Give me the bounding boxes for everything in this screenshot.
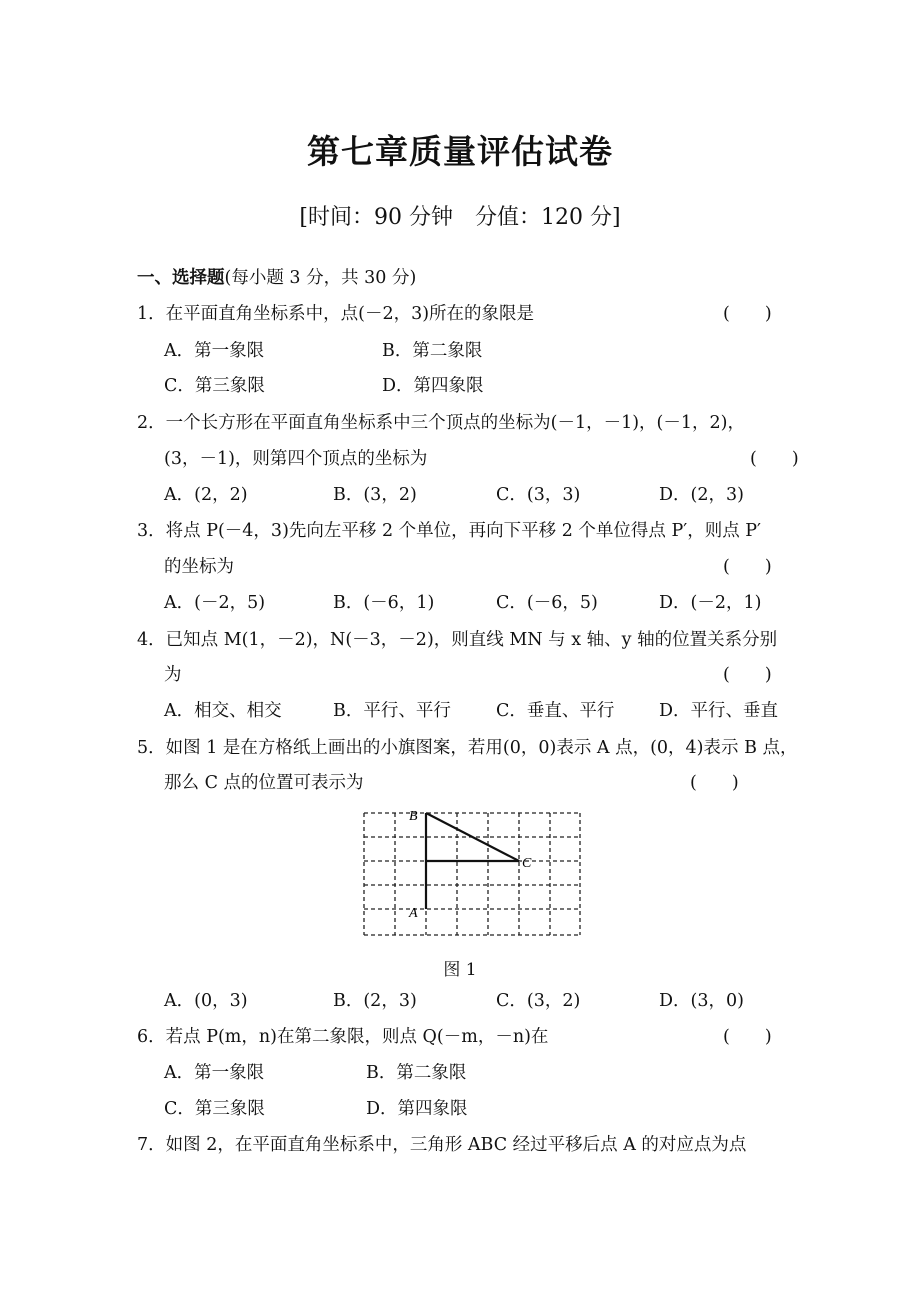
label-b: B <box>409 809 418 824</box>
q6-option-a[interactable]: A．第一象限 <box>164 1063 265 1083</box>
q5-option-d[interactable]: D．(3，0) <box>659 991 744 1011</box>
answer-blank-1[interactable]: ( ) <box>723 304 772 324</box>
answer-blank-3[interactable]: ( ) <box>723 557 772 577</box>
page-title: 第七章质量评估试卷 <box>307 132 613 171</box>
figure-caption: 图 1 <box>443 960 477 980</box>
q2-option-a[interactable]: A．(2，2) <box>164 485 248 505</box>
q4-option-d[interactable]: D．平行、垂直 <box>659 701 779 721</box>
q1-option-d[interactable]: D．第四象限 <box>382 376 484 396</box>
grid-lines <box>364 813 580 935</box>
q2-option-d[interactable]: D．(2，3) <box>659 485 744 505</box>
question-2-text: 2．一个长方形在平面直角坐标系中三个顶点的坐标为(－1，－1)，(－1，2)， <box>137 413 745 433</box>
exam-info: [时间：90 分钟 分值：120 分] <box>299 205 621 230</box>
section-note: (每小题 3 分，共 30 分) <box>224 268 417 288</box>
label-c: C <box>522 856 532 871</box>
section-heading <box>137 266 416 290</box>
q3-option-d[interactable]: D．(－2，1) <box>659 593 762 613</box>
q3-option-b[interactable]: B．(－6，1) <box>333 593 435 613</box>
q3-option-c[interactable]: C．(－6，5) <box>496 593 598 613</box>
q4-option-c[interactable]: C．垂直、平行 <box>496 701 615 721</box>
question-6-text: 6．若点 P(m，n)在第二象限，则点 Q(－m，－n)在 <box>137 1027 549 1047</box>
answer-blank-5[interactable]: ( ) <box>690 773 739 793</box>
answer-blank-4[interactable]: ( ) <box>723 665 772 685</box>
q5-option-b[interactable]: B．(2，3) <box>333 991 417 1011</box>
section-head: 一、选择题 <box>137 268 225 288</box>
q2-option-c[interactable]: C．(3，3) <box>496 485 581 505</box>
question-4-text: 4．已知点 M(1，－2)，N(－3，－2)，则直线 MN 与 x 轴、y 轴的位置关系分别 <box>137 630 778 650</box>
flag-shape <box>426 813 519 909</box>
question-5-text: 5．如图 1 是在方格纸上画出的小旗图案，若用(0，0)表示 A 点，(0，4)表示 B 点， <box>137 738 798 758</box>
label-a: A <box>409 906 418 921</box>
question-5-text-cont: 那么 C 点的位置可表示为 <box>164 773 364 793</box>
q4-option-b[interactable]: B．平行、平行 <box>333 701 451 721</box>
q1-option-b[interactable]: B．第二象限 <box>382 341 483 361</box>
q4-option-a[interactable]: A．相交、相交 <box>164 701 282 721</box>
q1-option-a[interactable]: A．第一象限 <box>164 341 265 361</box>
question-1-text: 1．在平面直角坐标系中，点(－2，3)所在的象限是 <box>137 304 535 324</box>
q6-option-d[interactable]: D．第四象限 <box>366 1099 468 1119</box>
q3-option-a[interactable]: A．(－2，5) <box>164 593 266 613</box>
answer-blank-2[interactable]: ( ) <box>750 449 799 469</box>
q5-option-a[interactable]: A．(0，3) <box>164 991 248 1011</box>
flag-grid-figure <box>362 805 584 939</box>
q6-option-b[interactable]: B．第二象限 <box>366 1063 467 1083</box>
question-3-text: 3．将点 P(－4，3)先向左平移 2 个单位，再向下平移 2 个单位得点 P′，则点 P′ <box>137 521 762 541</box>
q2-option-b[interactable]: B．(3，2) <box>333 485 417 505</box>
question-2-text-cont: (3，－1)，则第四个顶点的坐标为 <box>164 449 428 469</box>
q5-option-c[interactable]: C．(3，2) <box>496 991 581 1011</box>
answer-blank-6[interactable]: ( ) <box>723 1027 772 1047</box>
question-7-text: 7．如图 2，在平面直角坐标系中，三角形 ABC 经过平移后点 A 的对应点为点 <box>137 1135 747 1155</box>
q6-option-c[interactable]: C．第三象限 <box>164 1099 265 1119</box>
question-3-text-cont: 的坐标为 <box>164 557 234 577</box>
q1-option-c[interactable]: C．第三象限 <box>164 376 265 396</box>
question-4-text-cont: 为 <box>164 665 182 685</box>
